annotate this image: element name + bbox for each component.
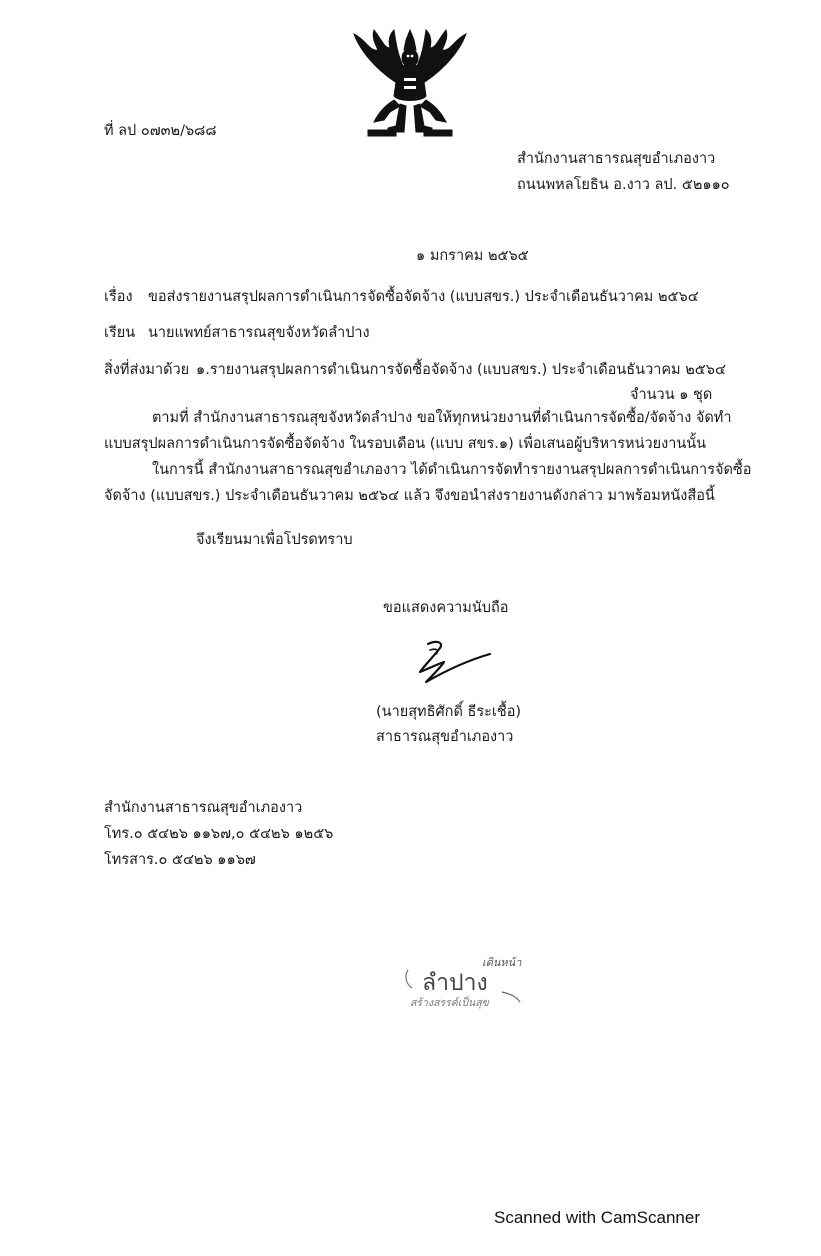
office-name: สำนักงานสาธารณสุขอำเภองาว — [517, 151, 716, 167]
handwritten-signature-icon — [410, 638, 494, 686]
body-paragraph-1-line-1: ตามที่ สำนักงานสาธารณสุขจังหวัดลำปาง ขอให้ทุกหน่วยงานที่ดำเนินการจัดซื้อ/จัดจ้าง จัดทำ — [152, 410, 732, 426]
garuda-emblem-icon — [344, 26, 476, 142]
signer-position: สาธารณสุขอำเภองาว — [376, 729, 514, 745]
body-paragraph-2-line-2: จัดจ้าง (แบบสขร.) ประจำเดือนธันวาคม ๒๕๖๔ แล้ว จึงขอนำส่งรายงานดังกล่าว มาพร้อมหนังสือนี้ — [104, 488, 715, 504]
footer-office: สำนักงานสาธารณสุขอำเภองาว — [104, 800, 303, 816]
letter-date: ๑ มกราคม ๒๕๖๕ — [416, 248, 529, 264]
reference-number: ที่ ลป ๐๗๓๒/๖๘๘ — [104, 123, 217, 139]
logo-main-text: ลำปาง — [422, 970, 488, 996]
subject-label: เรื่อง — [104, 289, 133, 305]
attachment-quantity: จำนวน ๑ ชุด — [630, 387, 713, 403]
office-address: ถนนพหลโยธิน อ.งาว ลป. ๕๒๑๑๐ — [517, 177, 730, 193]
attachment-text: ๑.รายงานสรุปผลการดำเนินการจัดซื้อจัดจ้าง (แบบสขร.) ประจำเดือนธันวาคม ๒๕๖๔ — [196, 362, 726, 378]
lampang-slogan-logo — [398, 952, 534, 1016]
camscanner-watermark: Scanned with CamScanner — [494, 1208, 701, 1227]
footer-phone: โทร.๐ ๕๔๒๖ ๑๑๖๗,๐ ๕๔๒๖ ๑๒๕๖ — [104, 826, 334, 842]
logo-bottom-text: สร้างสรรค์เป็นสุข — [410, 997, 489, 1009]
recipient-text: นายแพทย์สาธารณสุขจังหวัดลำปาง — [148, 325, 370, 341]
body-paragraph-1-line-2: แบบสรุปผลการดำเนินการจัดซื้อจัดจ้าง ในรอบเดือน (แบบ สขร.๑) เพื่อเสนอผู้บริหารหน่วยงานนั้น — [104, 436, 707, 452]
salutation: ขอแสดงความนับถือ — [383, 600, 509, 616]
footer-fax: โทรสาร.๐ ๕๔๒๖ ๑๑๖๗ — [104, 852, 256, 868]
closing-phrase: จึงเรียนมาเพื่อโปรดทราบ — [196, 532, 353, 548]
subject-text: ขอส่งรายงานสรุปผลการดำเนินการจัดซื้อจัดจ้าง (แบบสขร.) ประจำเดือนธันวาคม ๒๕๖๔ — [148, 289, 699, 305]
signer-name: (นายสุทธิศักดิ์ ธีระเชื้อ) — [376, 704, 522, 720]
body-paragraph-2-line-1: ในการนี้ สำนักงานสาธารณสุขอำเภองาว ได้ดำเนินการจัดทำรายงานสรุปผลการดำเนินการจัดซื้อ — [152, 462, 752, 478]
recipient-label: เรียน — [104, 325, 136, 341]
logo-top-text: เดินหน้า — [482, 956, 522, 969]
attachment-label: สิ่งที่ส่งมาด้วย — [104, 362, 190, 378]
